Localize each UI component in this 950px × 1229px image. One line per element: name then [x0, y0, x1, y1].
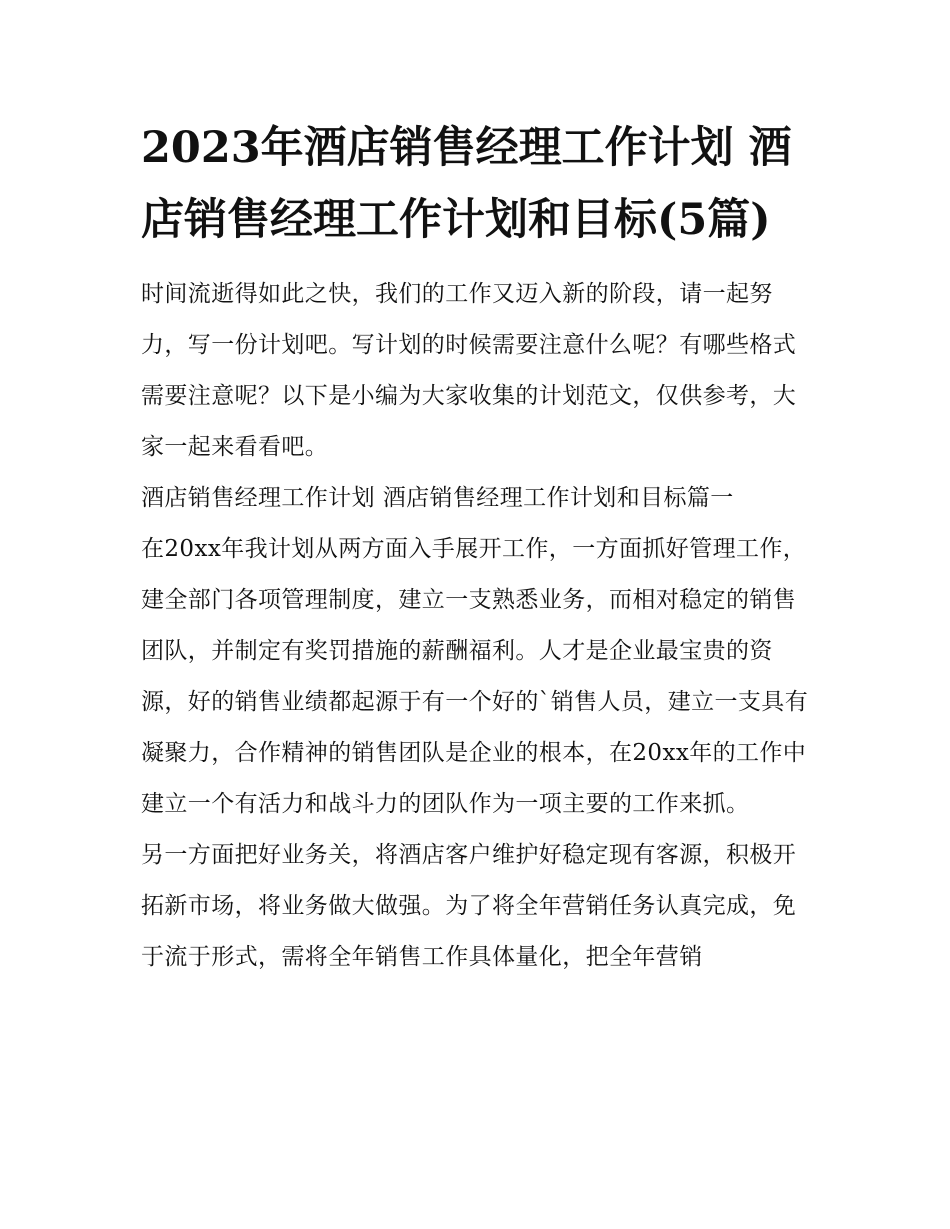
document-title: 2023年酒店销售经理工作计划 酒店销售经理工作计划和目标(5篇): [141, 123, 792, 245]
section-heading: 酒店销售经理工作计划 酒店销售经理工作计划和目标篇一: [141, 485, 734, 511]
title-spacing: [141, 256, 813, 269]
body-paragraph-1: 在20xx年我计划从两方面入手展开工作，一方面抓好管理工作，建全部门各项管理制度，建立一支熟悉业务，而相对稳定的销售团队，并制定有奖罚措施的薪酬福利。人才是企业最宝贵的资源，好的销售业绩都起源于有一个好的`销售人员，建立一支具有凝聚力，合作精神的销售团队是企业的根本，在20xx年的工作中建立一个有活力和战斗力的团队作为一项主要的工作来抓。: [141, 536, 809, 817]
document-body: [141, 112, 813, 983]
body-paragraph-2: 另一方面把好业务关，将酒店客户维护好稳定现有客源，积极开拓新市场，将业务做大做强。为了将全年营销任务认真完成，免于流于形式，需将全年销售工作具体量化，把全年营销: [141, 842, 797, 970]
intro-paragraph: 时间流逝得如此之快，我们的工作又迈入新的阶段，请一起努力，写一份计划吧。写计划的时候需要注意什么呢？有哪些格式需要注意呢？以下是小编为大家收集的计划范文，仅供参考，大家一起来看看吧。: [141, 281, 797, 460]
